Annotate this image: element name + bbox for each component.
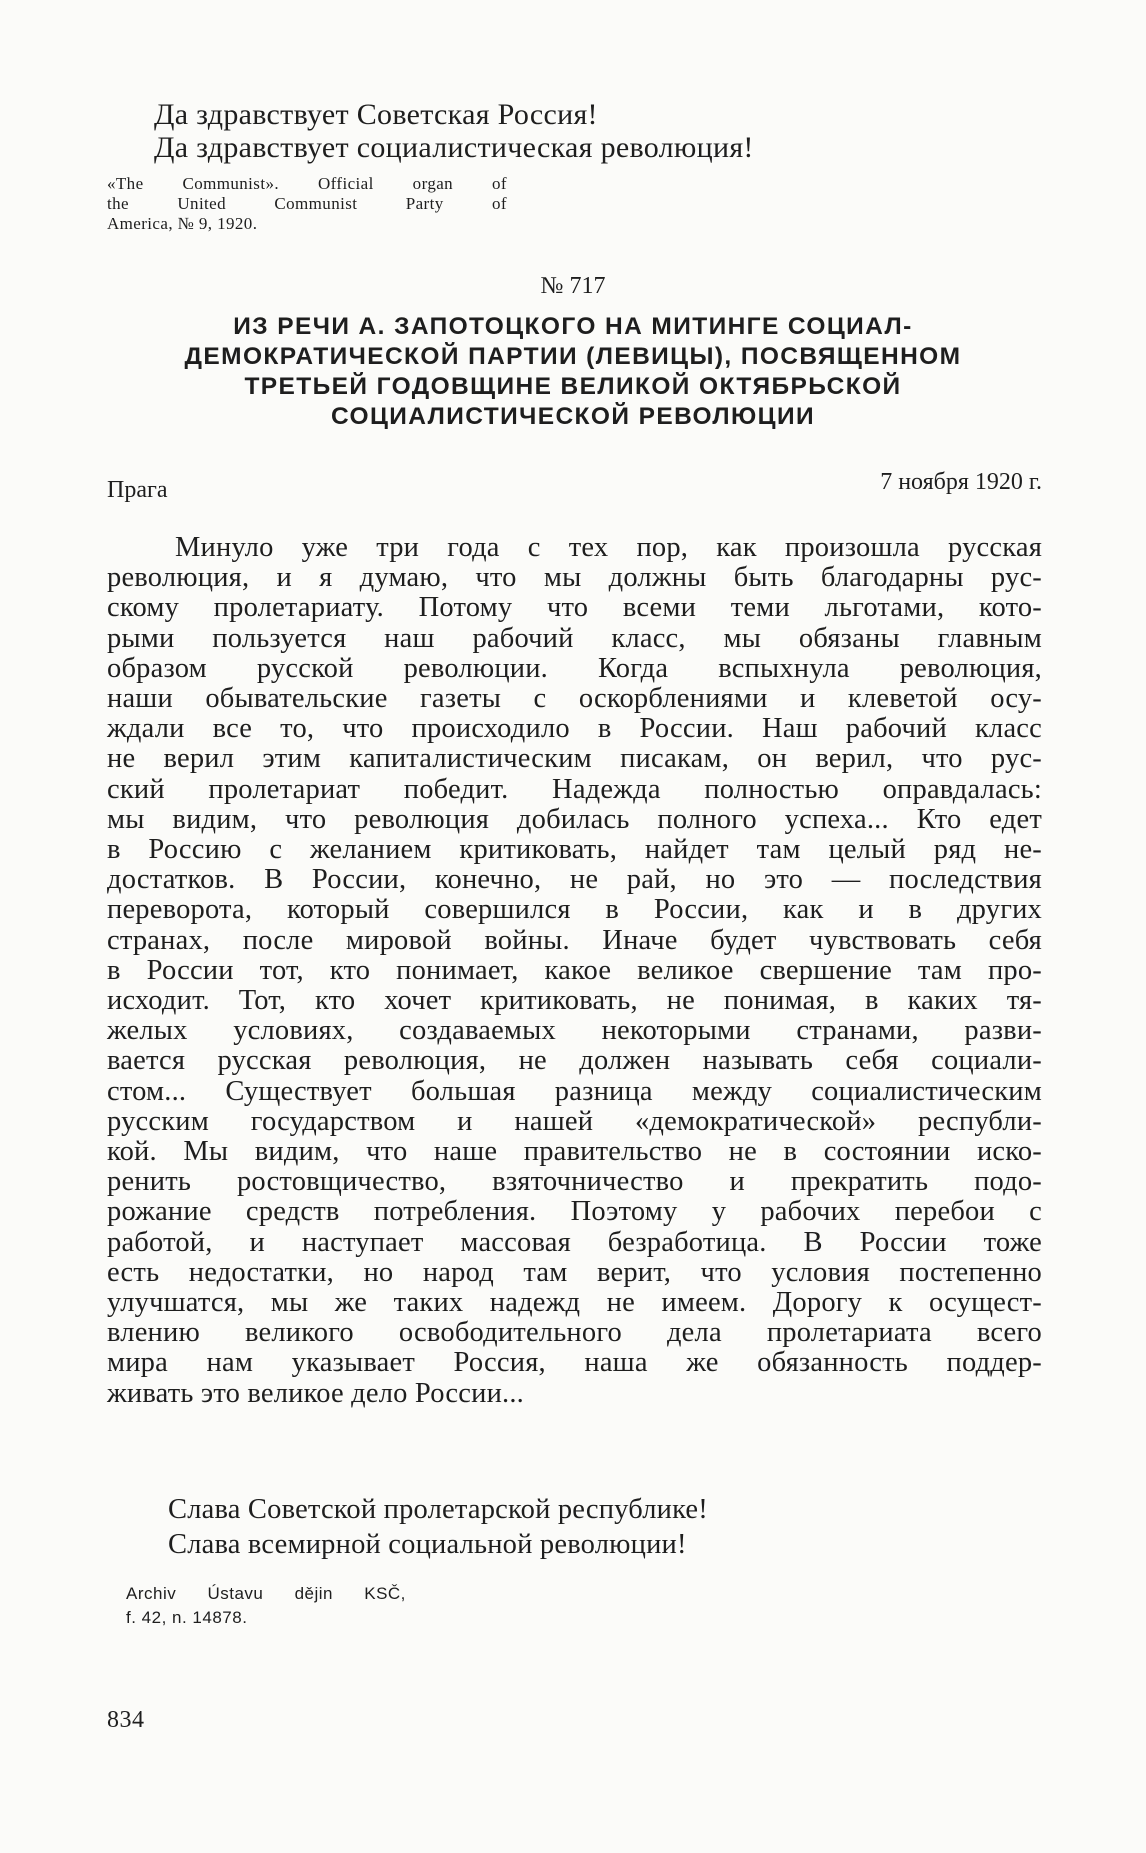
body-line: странах, после мировой войны. Иначе будет чувствовать себя [107, 924, 1042, 956]
body-line: переворота, который совершился в России, как и в других [107, 894, 1042, 926]
archive-reference [126, 1582, 406, 1630]
body-line: кой. Мы видим, что наше правительство не в состоянии иско- [107, 1136, 1042, 1168]
source-citation [107, 174, 507, 234]
closing-line-1: Слава Советской пролетарской республике! [168, 1494, 708, 1525]
document-date: 7 ноября 1920 г. [880, 469, 1042, 495]
body-line: желых условиях, создаваемых некоторыми странами, разви- [107, 1015, 1042, 1047]
closing-line-2: Слава всемирной социальной революции! [168, 1529, 687, 1560]
body-line: есть недостатки, но народ там верит, что условия постепенно [107, 1256, 1042, 1288]
document-place: Прага [107, 477, 168, 503]
body-line: исходит. Тот, кто хочет критиковать, не понимая, в каких тя- [107, 985, 1042, 1017]
slogan-line-2: Да здравствует социалистическая революция! [154, 131, 754, 164]
body-line: образом русской революции. Когда вспыхнула революция, [107, 652, 1042, 684]
title-line-3: ТРЕТЬЕЙ ГОДОВЩИНЕ ВЕЛИКОЙ ОКТЯБРЬСКОЙ [244, 373, 902, 400]
body-line: работой, и наступает массовая безработица. В России тоже [107, 1226, 1042, 1258]
source-line-2: the United Communist Party of [107, 194, 507, 213]
archive-line-1: Archiv Ústavu dějin KSČ, [126, 1584, 406, 1603]
source-line-1: «The Communist». Official organ of [107, 174, 507, 193]
body-line: ский пролетариат победит. Надежда полностью оправдалась: [107, 773, 1042, 805]
body-line: ждали все то, что происходило в России. Наш рабочий класс [107, 713, 1042, 745]
body-line: влению великого освободительного дела пролетариата всего [107, 1317, 1042, 1349]
body-line: в Россию с желанием критиковать, найдет там целый ряд не- [107, 834, 1042, 866]
body-line: революция, и я думаю, что мы должны быть благодарны рус- [107, 562, 1042, 594]
source-line-3: America, № 9, 1920. [107, 214, 258, 233]
body-line: рыми пользуется наш рабочий класс, мы обязаны главным [107, 622, 1042, 654]
title-line-4: СОЦИАЛИСТИЧЕСКОЙ РЕВОЛЮЦИИ [331, 403, 815, 430]
body-line: Минуло уже три года с тех пор, как произошла русская [175, 532, 1042, 563]
body-line: в России тот, кто понимает, какое великое свершение там про- [107, 954, 1042, 986]
body-line: русским государством и нашей «демократической» республи- [107, 1105, 1042, 1137]
title-line-1: ИЗ РЕЧИ А. ЗАПОТОЦКОГО НА МИТИНГЕ СОЦИАЛ- [233, 313, 913, 340]
body-line: улучшатся, мы же таких надежд не имеем. Дорогу к осущест- [107, 1287, 1042, 1319]
title-line-2: ДЕМОКРАТИЧЕСКОЙ ПАРТИИ (ЛЕВИЦЫ), ПОСВЯЩЕННОМ [184, 343, 962, 370]
body-line: стом... Существует большая разница между социалистическим [107, 1075, 1042, 1107]
body-line: мы видим, что революция добилась полного успеха... Кто едет [107, 803, 1042, 835]
body-line: достатков. В России, конечно, не рай, но это — последствия [107, 864, 1042, 896]
body-line: рожание средств потребления. Поэтому у рабочих перебои с [107, 1196, 1042, 1228]
body-line: не верил этим капиталистическим писакам, он верил, что рус- [107, 743, 1042, 775]
body-line: мира нам указывает Россия, наша же обязанность поддер- [107, 1347, 1042, 1379]
archive-line-2: f. 42, n. 14878. [126, 1608, 248, 1627]
body-line: вается русская революция, не должен называть себя социали- [107, 1045, 1042, 1077]
body-line: скому пролетариату. Потому что всеми теми льготами, кото- [107, 592, 1042, 624]
slogan-line-1: Да здравствует Советская Россия! [154, 98, 598, 131]
document-number: № 717 [540, 273, 606, 299]
body-line: живать это великое дело России... [107, 1377, 525, 1409]
speech-body [107, 533, 1042, 1409]
page-number: 834 [107, 1707, 145, 1733]
document-title [120, 312, 1026, 432]
body-line: ренить ростовщичество, взяточничество и прекратить подо- [107, 1166, 1042, 1198]
body-line: наши обывательские газеты с оскорблениями и клеветой осу- [107, 683, 1042, 715]
